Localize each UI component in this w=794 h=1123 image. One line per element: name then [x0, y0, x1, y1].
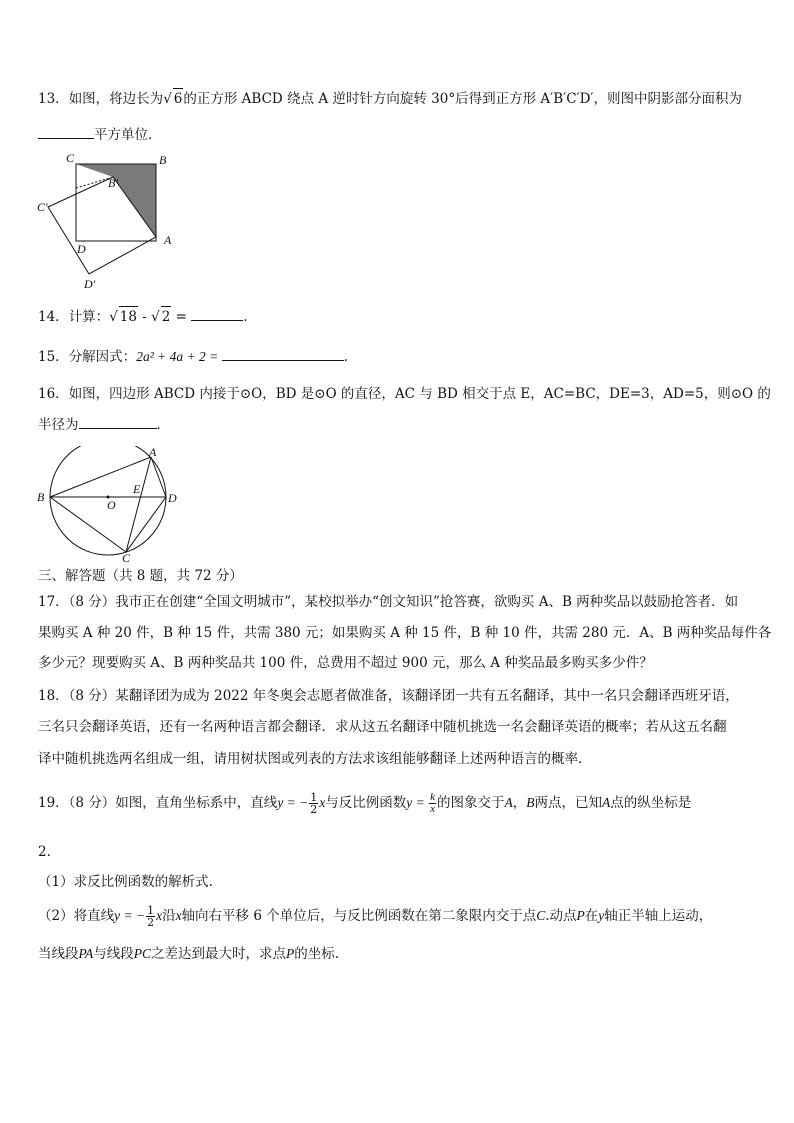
q14-radicand2: 2	[161, 306, 172, 327]
q19-line3-PA: PA	[78, 946, 94, 961]
q14-text-a: 计算：	[68, 309, 110, 325]
q19-frac3-num: 1	[147, 904, 155, 917]
q16-line2	[38, 414, 170, 435]
q19-text-a: 19．（8 分）如图，直角坐标系中，直线	[38, 795, 278, 811]
q13-radicand: 6	[173, 88, 184, 109]
q19-frac1	[309, 792, 318, 815]
q19-sub2-c: 轴向右平移 6 个单位后，与反比例函数在第二象限内交于点	[181, 908, 537, 924]
q16-line-ac	[126, 457, 151, 552]
q15-answer-blank[interactable]	[222, 346, 344, 361]
q16-label-a: A	[149, 446, 157, 459]
q13-label-dp: D′	[84, 277, 96, 291]
q19-sub2-yaxis: y	[598, 908, 605, 923]
q19-comma: ，	[512, 795, 527, 811]
q14-sqrt2	[151, 309, 160, 325]
q18-line3: 译中随机挑选两名组成一组，请用树状图或列表的方法求该组能够翻译上述两种语言的概率．	[38, 751, 592, 767]
q16-text-b: 半径为	[38, 417, 79, 433]
q13-sqrt	[163, 91, 172, 107]
q19-A2: A	[602, 795, 611, 810]
q19-sub1: （1）求反比例函数的解析式.	[38, 874, 213, 890]
q19-line3	[38, 944, 339, 964]
q19-line3-a: 当线段	[38, 946, 79, 962]
q17-line3: 多少元？现要购买 A、B 两种奖品共 100 件，总费用不超过 900 元，那么 A 种奖品最多购买多少件？	[38, 655, 653, 671]
q14-number: 14．	[38, 309, 69, 325]
q19-frac3	[146, 905, 155, 928]
q19-y2: y =	[406, 795, 429, 810]
q19-sub2-a: （2）将直线	[38, 908, 115, 924]
q19-sub2-b: 沿	[162, 908, 176, 924]
q15-expr: 2a² + 4a + 2 =	[136, 349, 222, 364]
q19-line3-P: P	[286, 946, 295, 961]
q13-label-d: D	[77, 242, 86, 256]
q15-line	[38, 346, 348, 367]
q15-number: 15．	[38, 349, 69, 365]
q19-line1	[38, 791, 691, 815]
q13-answer-blank[interactable]	[38, 124, 94, 139]
q13-text-a: 如图，将边长为	[68, 91, 164, 107]
q19-sub2-x: x	[156, 908, 163, 923]
q16-figure	[34, 446, 184, 564]
section3-title: 三、解答题（共 8 题，共 72 分）	[38, 568, 243, 584]
q19-text-c: 的图象交于	[437, 795, 505, 811]
q19-line3-c: 之差达到最大时，求点	[151, 946, 287, 962]
q19-line2: 2.	[38, 844, 51, 860]
q19-frac1-num: 1	[310, 791, 318, 804]
q16-label-b: B	[37, 490, 45, 504]
q16-number: 16．	[38, 386, 69, 402]
q19-text-d: 两点，已知	[534, 795, 603, 811]
q19-sub2-e: 在	[584, 908, 599, 924]
q16-line1	[38, 384, 771, 404]
q16-end: ．	[156, 417, 170, 433]
q15-end: .	[343, 349, 348, 365]
q14-end: .	[243, 309, 248, 325]
q16-line-cd	[126, 497, 166, 552]
q19-text-b: 与反比例函数	[325, 795, 407, 811]
q13-label-a: A	[164, 233, 172, 247]
q16-line-ad	[151, 457, 166, 497]
q13-text-b: 的正方形 ABCD 绕点 A 逆时针方向旋转 30°后得到正方形 A′B′C′D′，则图中阴影部分面积为	[183, 91, 742, 107]
q16-label-d: D	[168, 491, 177, 505]
q13-number: 13．	[38, 91, 69, 107]
q13-figure	[34, 150, 184, 295]
q18-line1: 18．（8 分）某翻译团为成为 2022 年冬奥会志愿者做准备，该翻译团一共有五名翻译，其中一名只会翻译西班牙语，	[38, 688, 739, 704]
q16-label-e: E	[133, 482, 141, 496]
q14-sqrt1	[109, 309, 118, 325]
q16-label-c: C	[122, 551, 131, 564]
q19-sub2-xaxis: x	[175, 908, 182, 923]
q19-frac2-num: k	[430, 791, 436, 803]
q16-answer-blank[interactable]	[79, 414, 157, 429]
q14-minus: -	[137, 309, 152, 325]
q19-sub2-f: 轴正半轴上运动，	[604, 908, 713, 924]
q13-line2	[38, 124, 162, 145]
q13-label-cp: C′	[37, 200, 48, 214]
q19-sub2-C: C	[536, 908, 546, 923]
q16-text-a: 如图，四边形 ABCD 内接于⊙O，BD 是⊙O 的直径，AC 与 BD 相交于点 E，AC=BC，DE=3，AD=5，则⊙O 的	[68, 386, 771, 402]
q13-label-bp: B′	[108, 176, 118, 190]
q19-line3-PC: PC	[133, 946, 152, 961]
q13-label-b: B	[159, 153, 167, 167]
q18-line2: 三名只会翻译英语，还有一名两种语言都会翻译．求从这五名翻译中随机挑选一名会翻译英语的概率；若从这五名翻	[38, 719, 727, 735]
q19-frac1-den: 2	[310, 803, 318, 816]
q19-line3-d: 的坐标.	[294, 946, 340, 962]
q19-sub2-y: y = −	[114, 908, 146, 923]
q19-sub2-d: .动点	[545, 908, 577, 924]
q19-sub2	[38, 904, 712, 928]
q19-x1: x	[319, 795, 326, 810]
q19-line3-b: 与线段	[93, 946, 134, 962]
q19-sub2-P: P	[576, 908, 585, 923]
q19-text-e: 点的纵坐标是	[610, 795, 692, 811]
q14-answer-blank[interactable]	[191, 306, 243, 321]
q14-radicand1: 18	[119, 306, 138, 327]
q19-frac2-den: x	[430, 803, 436, 815]
q13-line1	[38, 88, 742, 109]
q19-y1: y = −	[277, 795, 309, 810]
q17-line1: 17．（8 分）我市正在创建“全国文明城市”，某校拟举办“创文知识”抢答赛，欲购买 A、B 两种奖品以鼓励抢答者．如	[38, 594, 739, 610]
q14-eq: =	[171, 309, 192, 325]
q13-shaded-region	[76, 164, 156, 237]
q17-line2: 果购买 A 种 20 件，B 种 15 件，共需 380 元；如果购买 A 种 15 件，B 种 10 件，共需 280 元．A、B 两种奖品每件各	[38, 625, 772, 641]
q16-label-o: O	[107, 498, 116, 512]
q13-text-c: 平方单位．	[94, 127, 162, 143]
q14-line	[38, 306, 248, 327]
q15-text-a: 分解因式：	[68, 349, 137, 365]
q19-A: A	[504, 795, 513, 810]
q19-B: B	[526, 795, 535, 810]
q19-frac3-den: 2	[147, 916, 155, 929]
q19-frac2	[429, 792, 436, 815]
q13-label-c: C	[66, 151, 75, 165]
